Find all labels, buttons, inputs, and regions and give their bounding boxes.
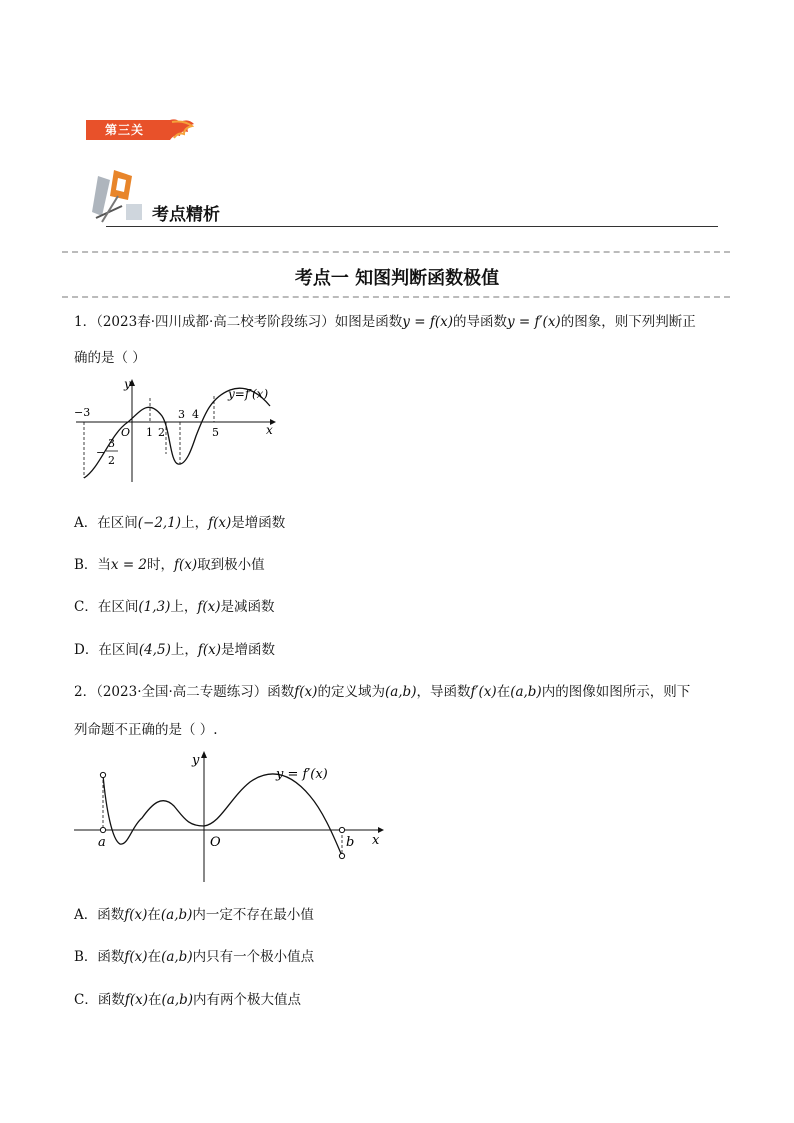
option-text: 是增函数 — [231, 515, 286, 531]
q2-x-label: x — [372, 833, 380, 848]
option-text: 上， — [170, 642, 198, 658]
q1-frac-num: 3 — [108, 437, 115, 450]
q1-x-label: x — [266, 423, 273, 437]
option-math: (−2,1) — [137, 515, 182, 531]
option-letter: A． — [74, 907, 98, 923]
option-math: (a,b) — [160, 907, 193, 923]
q2-stem-text: 函数 — [267, 684, 295, 700]
option-letter: A． — [74, 515, 98, 531]
option-text: 内有两个极大值点 — [193, 992, 302, 1008]
q1-source: （2023春·四川成都·高二校考阶段练习） — [96, 314, 335, 330]
option-text: 函数 — [97, 907, 125, 923]
option-letter: C． — [74, 992, 98, 1008]
option-letter: B． — [74, 949, 98, 965]
option-text: 是减函数 — [220, 599, 275, 615]
option-math: f(x) — [124, 949, 148, 965]
option-text: 在区间 — [98, 642, 139, 658]
q1-derivative-graph — [70, 376, 280, 486]
banner-label: 第三关 — [105, 123, 145, 137]
option-text: 函数 — [97, 949, 125, 965]
option-text: 内只有一个极小值点 — [192, 949, 315, 965]
section-divider — [106, 226, 718, 227]
q1-stem-text: 的导函数 — [452, 314, 507, 330]
q1-option-b[interactable] — [74, 555, 265, 575]
option-text: 时， — [147, 557, 175, 573]
q1-stem-line2: 确的是（ ） — [74, 350, 146, 366]
q1-option-c[interactable] — [74, 597, 275, 617]
q1-option-a[interactable] — [74, 513, 285, 533]
option-text: 当 — [97, 557, 111, 573]
q1-y-label: y — [124, 377, 131, 391]
q1-option-d[interactable] — [74, 640, 275, 660]
q1-function: y = f(x) — [402, 314, 453, 330]
option-math: x = 2 — [110, 557, 148, 573]
option-math: f(x) — [124, 907, 148, 923]
q1-curve-label: y=f′(x) — [228, 387, 269, 401]
option-letter: C． — [74, 599, 98, 615]
q1-derivative: y = f′(x) — [506, 314, 561, 330]
q2-stem-text: 的定义域为 — [317, 684, 385, 700]
option-math: f(x) — [124, 992, 148, 1008]
option-text: 取到极小值 — [197, 557, 265, 573]
q2-stem-line2: 列命题不正确的是（ ）. — [74, 722, 218, 738]
q1-tick-4: 4 — [192, 408, 199, 421]
q2-stem-text: 在 — [496, 684, 511, 700]
option-math: f(x) — [208, 515, 232, 531]
option-text: 是增函数 — [221, 642, 275, 658]
q2-stem-text: ，导函数 — [416, 684, 471, 700]
option-math: (a,b) — [161, 949, 193, 965]
option-text: 在区间 — [97, 599, 139, 615]
option-text: 在 — [147, 907, 161, 923]
ruler-compass-icon — [88, 166, 148, 226]
option-text: 上， — [170, 599, 198, 615]
q2-option-a[interactable] — [74, 905, 314, 925]
option-letter: D． — [74, 642, 99, 658]
option-text: 上， — [181, 515, 209, 531]
q2-stem-text: 内的图像如图所示，则下 — [541, 684, 691, 700]
q1-frac-den: 2 — [108, 454, 115, 467]
q1-stem-text: 的图象，则下列判断正 — [560, 314, 696, 330]
option-text: 内一定不存在最小值 — [192, 907, 314, 923]
q2-stem — [74, 682, 690, 702]
q1-origin: O — [121, 426, 131, 439]
option-text: 在 — [147, 949, 162, 965]
option-letter: B． — [74, 557, 98, 573]
q1-tick-neg3: −3 — [74, 406, 91, 419]
option-math: (a,b) — [161, 992, 194, 1008]
option-math: f(x) — [197, 599, 221, 615]
q2-y-label: y — [192, 753, 200, 768]
q2-source: （2023·全国·高二专题练习） — [96, 684, 268, 700]
option-math: (4,5) — [138, 642, 171, 658]
q2-curve — [103, 774, 342, 856]
q2-interval: (a,b) — [510, 684, 542, 700]
q1-tick-3: 3 — [178, 408, 185, 421]
q1-stem — [74, 312, 696, 332]
q1-stem-text: 如图是函数 — [334, 314, 403, 330]
q1-tick-2: 2 — [158, 426, 165, 439]
option-text: 函数 — [97, 992, 125, 1008]
q2-interval: (a,b) — [384, 684, 417, 700]
topic-heading: 考点一 知图判断函数极值 — [294, 268, 500, 289]
q2-number: 2． — [74, 684, 97, 700]
option-text: 在区间 — [97, 515, 138, 531]
option-math: f(x) — [174, 557, 198, 573]
q2-label-b: b — [346, 835, 355, 850]
q2-label-a: a — [98, 835, 106, 850]
q1-tick-5: 5 — [212, 426, 219, 439]
q2-function: f(x) — [294, 684, 318, 700]
q2-curve-label: y = f′(x) — [276, 767, 328, 782]
q2-origin: O — [210, 835, 221, 850]
q2-derivative-graph — [70, 748, 390, 886]
q2-derivative: f′(x) — [470, 684, 497, 700]
q1-number: 1． — [74, 314, 97, 330]
dashed-divider-top — [62, 251, 730, 253]
section-title: 考点精析 — [152, 205, 220, 225]
q2-option-c[interactable] — [74, 990, 301, 1010]
option-math: (1,3) — [138, 599, 171, 615]
q2-option-b[interactable] — [74, 947, 314, 967]
option-text: 在 — [148, 992, 162, 1008]
q1-tick-1: 1 — [146, 426, 153, 439]
q1-frac-sign: − — [96, 446, 106, 459]
option-math: f(x) — [197, 642, 221, 658]
dashed-divider-bottom — [62, 296, 730, 298]
